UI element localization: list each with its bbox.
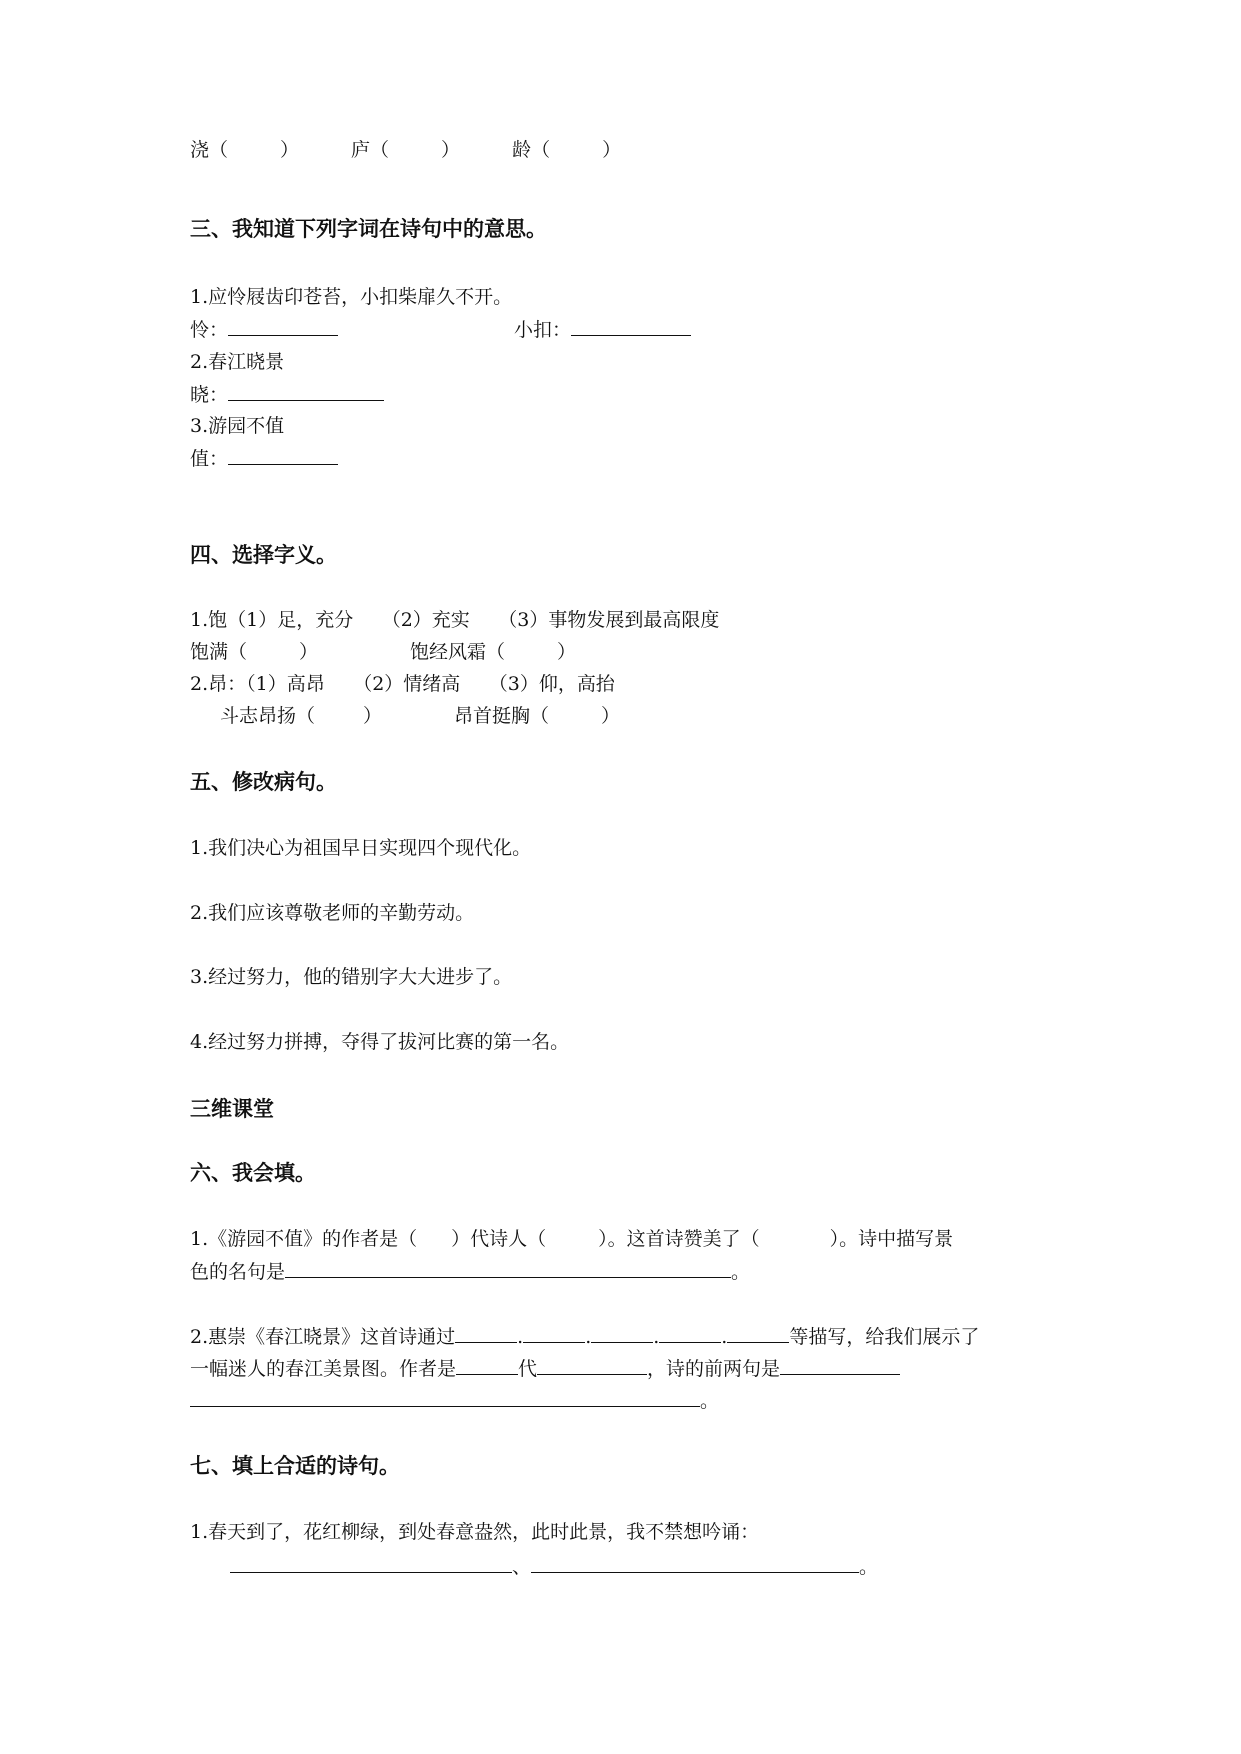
answer-blank[interactable] [228,444,338,465]
sec4-answer-row-1 [190,638,576,666]
sec4-question-1: 1.饱（1）足，充分 （2）充实 （3）事物发展到最高限度 [190,609,720,631]
answer-blank[interactable] [780,1354,900,1375]
paren-close: ） [363,705,383,727]
paren-close: ） [299,641,319,663]
sec4-answer-row-2 [220,702,620,730]
label-zhi: 值： [190,448,229,470]
answer-blank[interactable] [228,380,384,401]
label-xiao: 晓： [190,384,229,406]
item-baojingfengshuang: 饱经风霜（ [410,641,506,663]
sec7-question-1: 1.春天到了，花红柳绿，到处春意盎然，此时此景，我不禁想吟诵： [190,1521,760,1543]
paren-close: ） [602,139,622,161]
sec5-question-2: 2.我们应该尊敬老师的辛勤劳动。 [190,902,475,924]
answer-blank[interactable] [571,315,691,336]
separator: 、 [512,1556,532,1578]
q2-text-c: 一幅迷人的春江美景图。作者是 [190,1358,457,1380]
paren-close: ） [601,705,621,727]
section-7-title: 七、填上合适的诗句。 [190,1454,400,1478]
period: 。 [731,1261,751,1283]
answer-blank[interactable] [456,1354,518,1375]
pron-item-jiao: 浇（ [190,139,229,161]
section-6-title: 六、我会填。 [190,1161,316,1185]
label-lian: 怜： [190,319,229,341]
sec3-answer-row-2 [190,380,384,409]
dot: . [585,1326,592,1348]
q1-text-c: ）。这首诗赞美了（ [598,1228,760,1250]
answer-blank[interactable] [228,315,338,336]
sec6-question-1-line2 [190,1257,750,1286]
dot: . [653,1326,660,1348]
paren-close: ） [557,641,577,663]
q1-text-line2: 色的名句是 [190,1261,286,1283]
pron-item-lu: 庐（ [351,139,390,161]
item-angshoutingxiong: 昂首挺胸（ [454,705,550,727]
q2-text-b: 等描写，给我们展示了 [789,1326,980,1348]
dot: . [721,1326,728,1348]
sec5-question-4: 4.经过努力拼搏，夺得了拔河比赛的第一名。 [190,1031,570,1053]
q2-text-d: 代 [518,1358,538,1380]
sec6-question-2-line2 [190,1354,900,1383]
label-xiaokou: 小扣： [514,319,572,341]
pronunciation-row [190,136,621,164]
item-baoman: 饱满（ [190,641,248,663]
answer-blank[interactable] [659,1322,721,1343]
answer-blank[interactable] [591,1322,653,1343]
sec5-question-3: 3.经过努力，他的错别字大大进步了。 [190,966,513,988]
answer-blank[interactable] [531,1552,859,1573]
q1-text-b: ）代诗人（ [451,1228,547,1250]
sec3-answer-row-3 [190,444,338,473]
sec6-question-2 [190,1322,979,1351]
paren-close: ） [441,139,461,161]
sec3-answer-row-1 [190,315,691,344]
answer-blank[interactable] [190,1386,700,1407]
sec5-question-1: 1.我们决心为祖国早日实现四个现代化。 [190,837,532,859]
q1-text-d: ）。诗中描写景 [829,1228,954,1250]
q2-text-e: ，诗的前两句是 [647,1358,781,1380]
sec7-answer-row [230,1552,878,1581]
answer-blank[interactable] [523,1322,585,1343]
answer-blank[interactable] [727,1322,789,1343]
section-5-title: 五、修改病句。 [190,770,337,794]
sec3-question-1: 1.应怜屐齿印苍苔，小扣柴扉久不开。 [190,286,513,308]
answer-blank[interactable] [285,1257,731,1278]
period: 。 [859,1556,879,1578]
sec6-question-2-line3 [190,1386,719,1415]
section-3-title: 三、我知道下列字词在诗句中的意思。 [190,217,547,241]
item-douzhiangyang: 斗志昂扬（ [220,705,316,727]
dot: . [517,1326,524,1348]
q1-text-a: 1.《游园不值》的作者是（ [190,1228,418,1250]
period: 。 [700,1390,720,1412]
answer-blank[interactable] [455,1322,517,1343]
pron-item-ling: 龄（ [512,139,551,161]
sec3-question-3: 3.游园不值 [190,415,285,437]
paren-close: ） [280,139,300,161]
sanwei-ketang-heading: 三维课堂 [190,1097,274,1121]
section-4-title: 四、选择字义。 [190,543,337,567]
sec3-question-2: 2.春江晓景 [190,351,285,373]
answer-blank[interactable] [537,1354,647,1375]
answer-blank[interactable] [230,1552,512,1573]
sec4-question-2: 2.昂：（1）高昂 （2）情绪高 （3）仰，高抬 [190,673,615,695]
q2-text-a: 2.惠崇《春江晓景》这首诗通过 [190,1326,456,1348]
sec6-question-1 [190,1225,953,1253]
